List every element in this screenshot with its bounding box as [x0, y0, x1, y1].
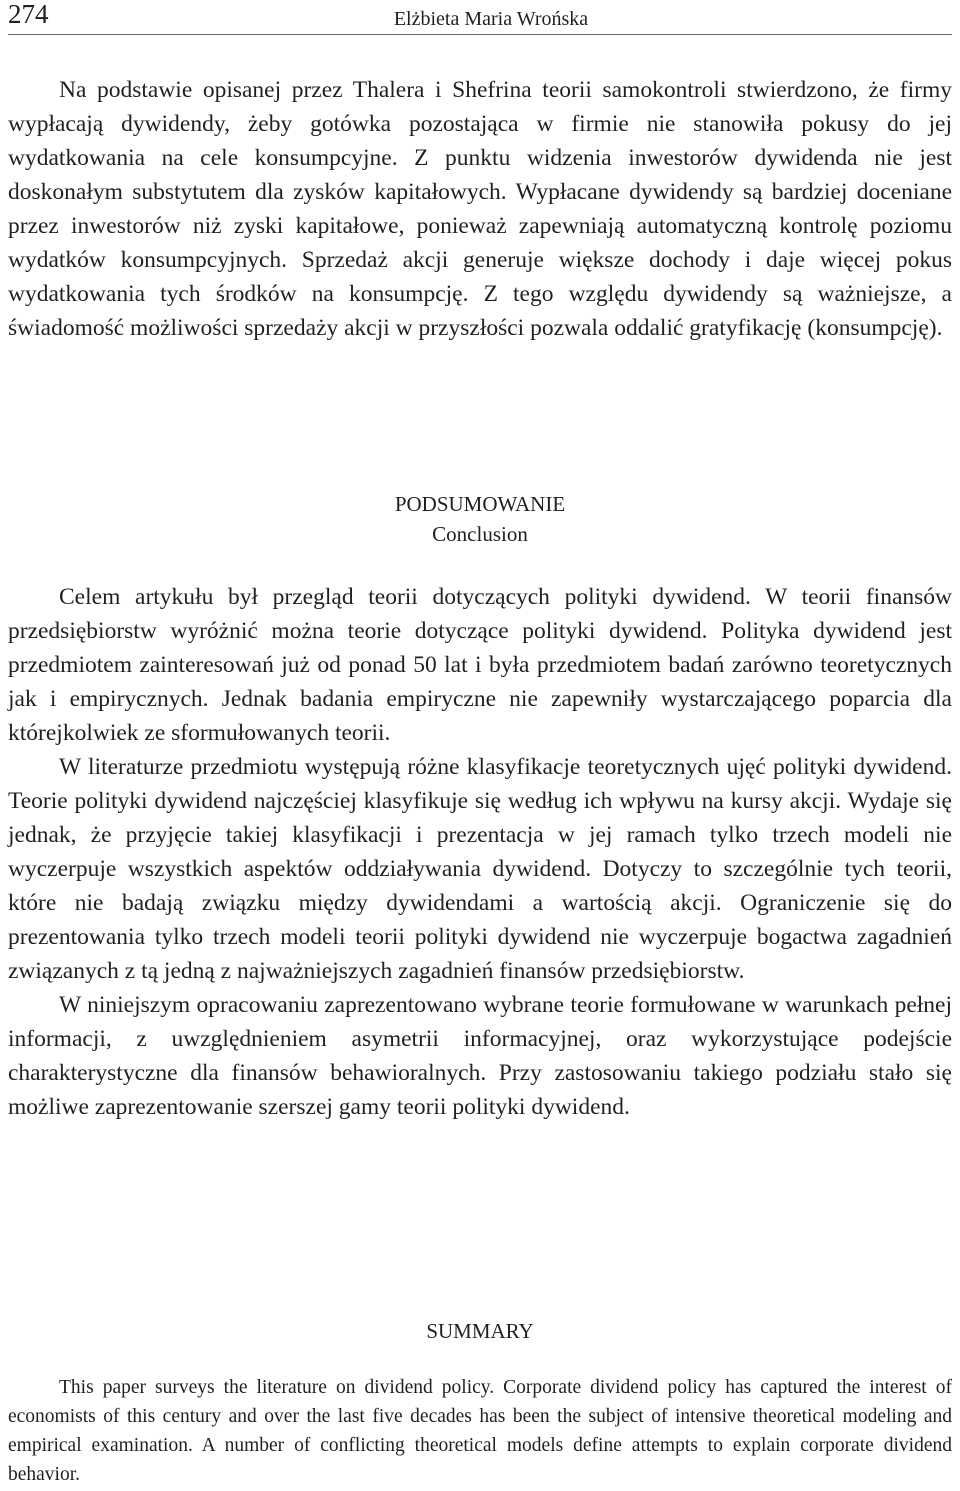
- conclusion-paragraph-3: W niniejszym opracowaniu zaprezentowano wybrane teorie formułowane w warunkach pełnej informacji, z uwzględnieniem asymetrii informacyjnej, oraz wykorzystujące podejście charakterystyczne dla finansów behawioralnych. Przy zastosowaniu takiego podziału stało się możliwe zaprezentowanie szerszej gamy teorii polityki dywidend.: [8, 992, 952, 1120]
- conclusion-section: [8, 580, 952, 1124]
- section-heading-summary: SUMMARY: [426, 1319, 534, 1343]
- section-heading-podsumowanie: PODSUMOWANIE: [394, 492, 566, 516]
- intro-section: [8, 73, 952, 345]
- page-number: 274: [8, 0, 49, 29]
- summary-paragraph: This paper surveys the literature on dividend policy. Corporate dividend policy has captured the interest of economists of this century and over the last five decades has been the subject of intensive theoretical modeling and empirical examination. A number of conflicting theoretical models define attempts to explain corporate dividend behavior.: [8, 1377, 952, 1485]
- section-subheading-conclusion: Conclusion: [432, 522, 528, 546]
- conclusion-paragraph-2: W literaturze przedmiotu występują różne klasyfikacje teoretycznych ujęć polityki dywidend. Teorie polityki dywidend najczęściej klasyfikuje się według ich wpływu na kursy akcji. Wydaje się jednak, że przyjęcie takiej klasyfikacji i prezentacja w jej ramach tylko trzech modeli nie wyczerpuje wszystkich aspektów oddziaływania dywidend. Dotyczy to szczególnie tych teorii, które nie badają związku między dywidendami a wartością akcji. Ograniczenie się do prezentowania tylko trzech modeli teorii polityki dywidend nie wyczerpuje bogactwa zagadnień związanych z tą jedną z najważniejszych zagadnień finansów przedsiębiorstw.: [8, 754, 952, 984]
- conclusion-paragraph-1: Celem artykułu był przegląd teorii dotyczących polityki dywidend. W teorii finansów przedsiębiorstw wyróżnić można teorie dotyczące polityki dywidend. Polityka dywidend jest przedmiotem zainteresowań już od ponad 50 lat i była przedmiotem badań zarówno teoretycznych jak i empirycznych. Jednak badania empiryczne nie zapewniły wystarczającego poparcia dla którejkolwiek ze sformułowanych teorii.: [8, 584, 952, 746]
- intro-paragraph: Na podstawie opisanej przez Thalera i Shefrina teorii samokontroli stwierdzono, że firmy wypłacają dywidendy, żeby gotówka pozostająca w firmie nie stanowiła pokusy do jej wydatkowania na cele konsumpcyjne. Z punktu widzenia inwestorów dywidenda nie jest doskonałym substytutem dla zysków kapitałowych. Wypłacane dywidendy są bardziej doceniane przez inwestorów niż zyski kapitałowe, ponieważ zapewniają automatyczną kontrolę poziomu wydatków konsumpcyjnych. Sprzedaż akcji generuje większe dochody i daje więcej pokus wydatkowania tych środków na konsumpcję. Z tego względu dywidendy są ważniejsze, a świadomość możliwości sprzedaży akcji w przyszłości pozwala oddalić gratyfikację (konsumpcję).: [8, 77, 952, 341]
- page-header: [8, 0, 952, 35]
- summary-section: [8, 1373, 952, 1489]
- running-head-author: Elżbieta Maria Wrońska: [393, 8, 589, 30]
